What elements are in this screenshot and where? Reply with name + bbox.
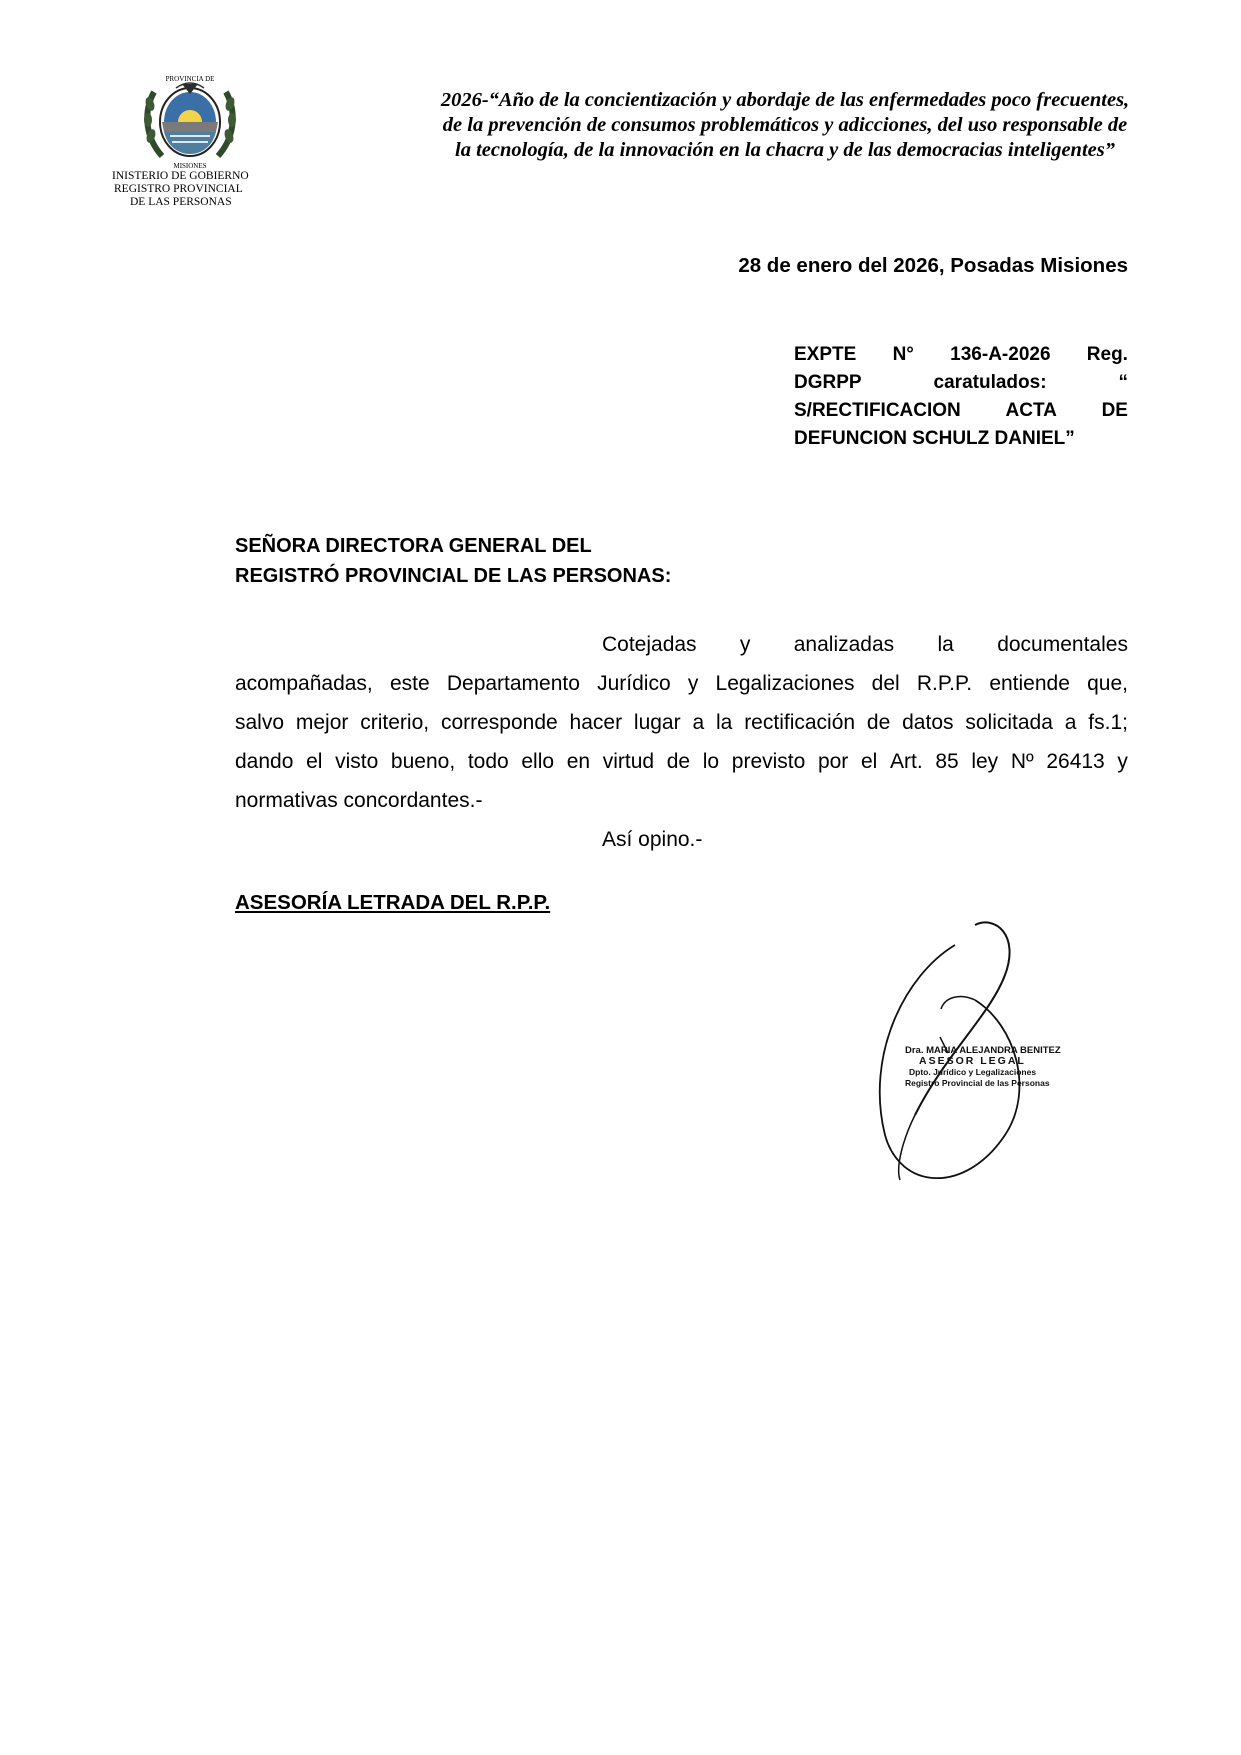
- body-word: Nº: [1010, 750, 1034, 773]
- body-word: virtud: [602, 750, 655, 773]
- case-ref-word: “: [1118, 372, 1128, 393]
- body-word: todo: [467, 750, 509, 773]
- body-line-1: [602, 625, 1128, 664]
- case-ref-word: N°: [892, 344, 914, 365]
- body-line-4: [235, 742, 1128, 781]
- body-word: hacer: [569, 711, 623, 734]
- addressee: [235, 531, 671, 591]
- body-word: criterio,: [360, 711, 430, 734]
- body-word: analizadas: [793, 633, 895, 656]
- body-word: lo: [702, 750, 720, 773]
- body-word: en: [566, 750, 591, 773]
- body-line-5: normativas concordantes.-: [235, 789, 483, 812]
- body-word: el: [306, 750, 323, 773]
- closing-statement: Así opino.-: [602, 828, 703, 851]
- body-word: de: [866, 711, 891, 734]
- case-ref-line-1: [794, 341, 1128, 369]
- body-word: documentales: [997, 633, 1128, 656]
- case-ref-word: 136-A-2026: [950, 344, 1051, 365]
- ministry-line-1: INISTERIO DE GOBIERNO: [112, 170, 249, 182]
- ministry-line-3: DE LAS PERSONAS: [130, 196, 232, 208]
- body-word: salvo: [235, 711, 285, 734]
- motto-line-3: la tecnología, de la innovación en la chacra y de las democracias inteligentes”: [455, 139, 1115, 161]
- stamp-line-4: Registro Provincial de las Personas: [905, 1078, 1050, 1088]
- body-word: a: [1064, 711, 1077, 734]
- motto-line-1: 2026-“Año de la concientización y abordaje de las enfermedades poco frecuentes,: [440, 89, 1130, 111]
- body-word: mejor: [295, 711, 349, 734]
- body-word: 26413: [1046, 750, 1105, 773]
- stamp-line-3: Dpto. Jurídico y Legalizaciones: [909, 1067, 1037, 1077]
- body-word: Cotejadas: [602, 633, 697, 656]
- body-word: del: [871, 672, 900, 695]
- provincial-crest-logo: [140, 70, 240, 170]
- body-word: Legalizaciones: [715, 672, 855, 695]
- body-word: dando: [235, 750, 294, 773]
- advisory-office-title: ASESORÍA LETRADA DEL R.P.P.: [235, 891, 551, 914]
- ministry-block: [112, 170, 292, 209]
- body-word: acompañadas,: [235, 672, 373, 695]
- body-word: ello: [521, 750, 555, 773]
- body-word: R.P.P.: [916, 672, 973, 695]
- body-line-2: [235, 664, 1128, 703]
- body-word: solicitada: [965, 711, 1053, 734]
- body-word: corresponde: [440, 711, 558, 734]
- case-ref-word: Reg.: [1086, 344, 1128, 365]
- body-line-3: [235, 703, 1128, 742]
- crest-text-bottom: MISIONES: [173, 162, 207, 170]
- body-word: y: [739, 633, 751, 656]
- body-word: ley: [971, 750, 999, 773]
- case-ref-word: caratulados:: [933, 372, 1047, 393]
- addressee-line-1: SEÑORA DIRECTORA GENERAL DEL: [235, 535, 592, 557]
- body-word: por: [817, 750, 849, 773]
- case-ref-word: DE: [1101, 400, 1128, 421]
- case-reference: [794, 341, 1128, 453]
- body-word: a: [692, 711, 705, 734]
- body-word: fs.1;: [1088, 711, 1128, 734]
- body-word: rectificación: [744, 711, 856, 734]
- case-ref-word: S/RECTIFICACION: [794, 400, 961, 421]
- date-place: 28 de enero del 2026, Posadas Misiones: [738, 254, 1128, 277]
- body-word: 85: [935, 750, 959, 773]
- case-ref-word: ACTA: [1005, 400, 1057, 421]
- body-word: este: [389, 672, 430, 695]
- body-word: visto: [335, 750, 379, 773]
- motto-line-2: de la prevención de consumos problemáticos y adicciones, del uso responsable de: [442, 114, 1128, 136]
- addressee-line-2: REGISTRÓ PROVINCIAL DE LAS PERSONAS:: [235, 565, 672, 587]
- case-ref-line-4: DEFUNCION SCHULZ DANIEL”: [794, 428, 1075, 449]
- ministry-line-2: REGISTRO PROVINCIAL: [114, 183, 243, 195]
- body-word: y: [687, 672, 699, 695]
- body-word: previsto: [731, 750, 806, 773]
- body-word: el: [860, 750, 878, 773]
- stamp-line-2: ASESOR LEGAL: [919, 1055, 1026, 1067]
- body-word: de: [666, 750, 691, 773]
- case-ref-line-3: [794, 397, 1128, 425]
- crest-text-top: PROVINCIA DE: [165, 75, 215, 83]
- body-word: lugar: [633, 711, 681, 734]
- signature-stamp: [905, 1045, 1061, 1089]
- body-word: la: [937, 633, 954, 656]
- body-word: y: [1117, 750, 1128, 773]
- body-word: entiende: [989, 672, 1070, 695]
- case-ref-line-2: [794, 369, 1128, 397]
- case-ref-word: EXPTE: [794, 344, 857, 365]
- body-word: Departamento: [446, 672, 580, 695]
- body-word: Art.: [889, 750, 923, 773]
- case-ref-word: DGRPP: [794, 372, 862, 393]
- stamp-line-1: Dra. MARIA ALEJANDRA BENITEZ: [905, 1045, 1061, 1056]
- body-word: Jurídico: [597, 672, 671, 695]
- body-word: datos: [902, 711, 954, 734]
- body-word: la: [715, 711, 733, 734]
- body-word: que,: [1087, 672, 1128, 695]
- year-motto: [385, 88, 1185, 163]
- body-word: bueno,: [390, 750, 456, 773]
